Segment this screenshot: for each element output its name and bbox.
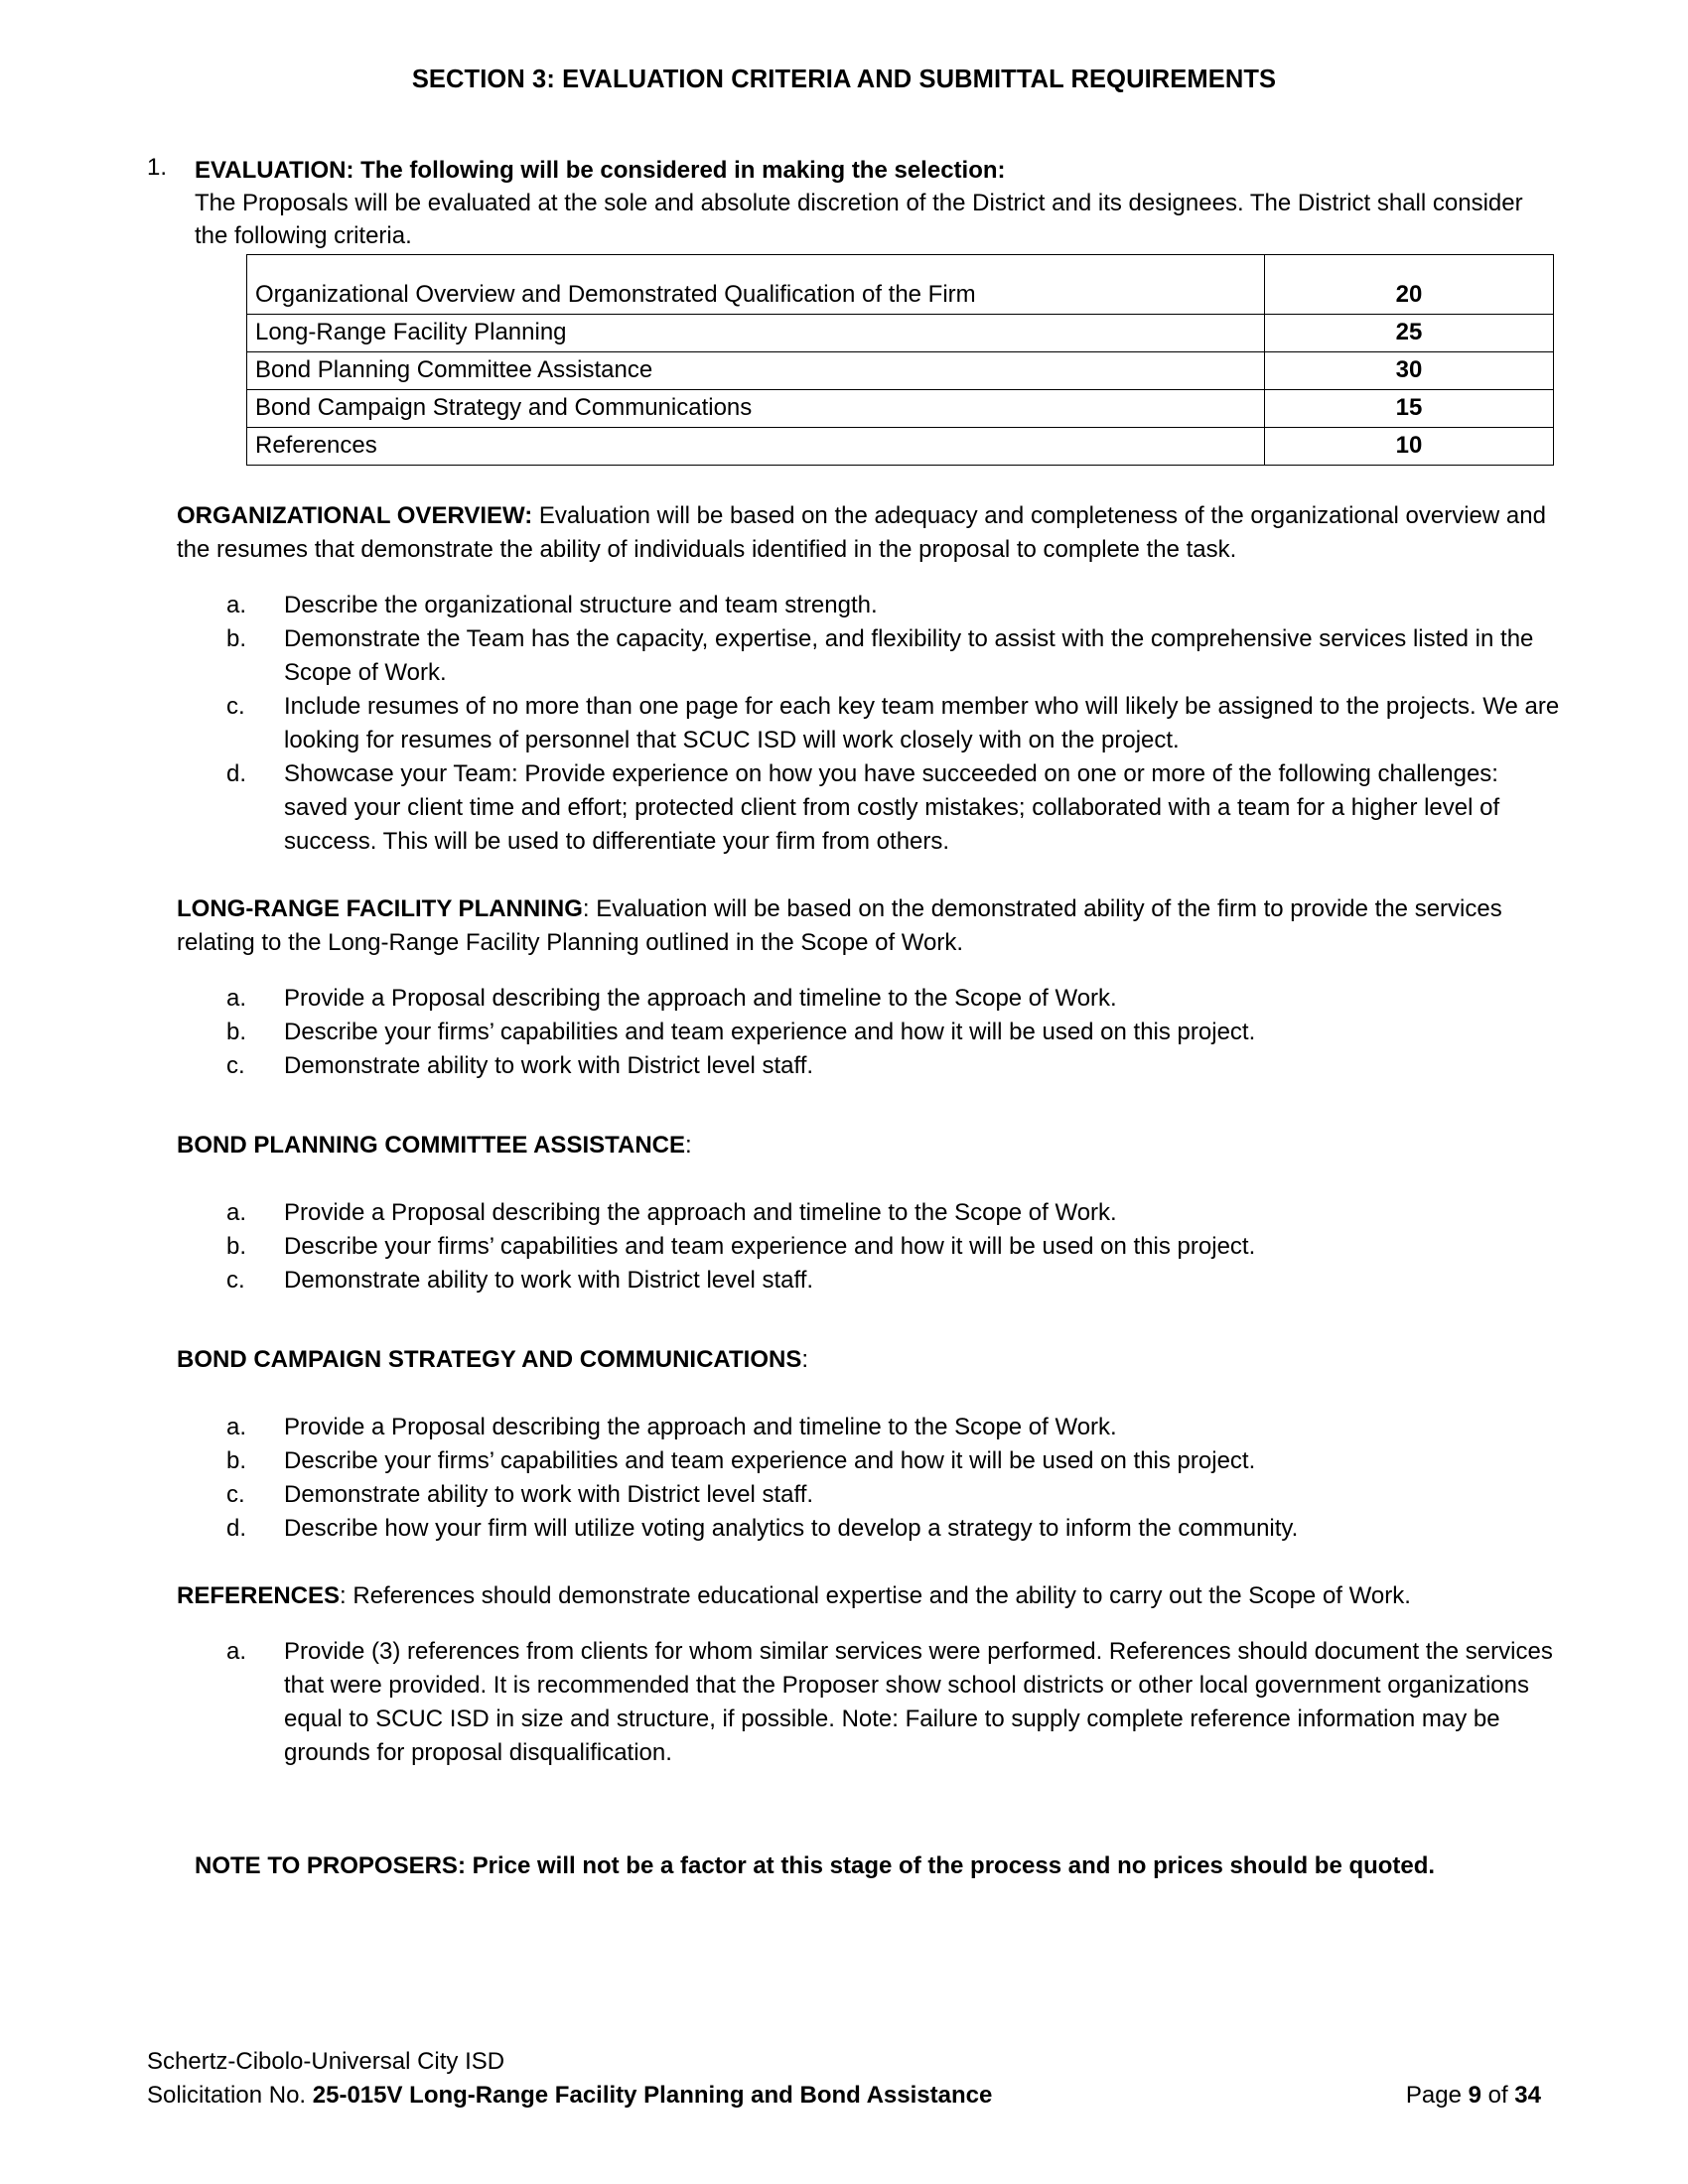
list-text: Demonstrate ability to work with District level staff. [284,1481,814,1508]
criterion-cell: Bond Campaign Strategy and Communications [247,390,1265,428]
list-text: Describe your firms’ capabilities and team experience and how it will be used on this project. [284,1233,1256,1260]
list-marker: c. [226,693,245,720]
references-list [0,1635,1688,1770]
section-paragraph [177,499,1561,567]
footer-page-number [1406,2079,1541,2113]
footer-solicitation-value: 25-015V Long-Range Facility Planning and Bond Assistance [312,2082,993,2109]
section-body: : Evaluation will be based on the demonstrated ability of the firm to provide the services relating to the Long-Range Facility Planning outlined in the Scope of Work. [177,895,1502,956]
section-body: : [801,1346,808,1373]
list-marker: d. [226,760,247,787]
list-item [226,1264,1561,1297]
list-marker: b. [226,1233,247,1260]
points-cell: 30 [1265,352,1554,390]
section-references [0,1579,1688,1613]
section-lead: REFERENCES [177,1582,341,1609]
list-text: Showcase your Team: Provide experience on how you have succeeded on one or more of the following challenges: saved your client time and effort; protected client from costly mistakes; collaborated with a team for a higher level of success. This will be used to differentiate your firm from others. [284,760,1500,855]
list-text: Provide a Proposal describing the approach and timeline to the Scope of Work. [284,1199,1117,1226]
points-cell: 20 [1265,255,1554,315]
list-marker: b. [226,1447,247,1474]
note-to-proposers [0,1849,1688,1883]
section-lead: BOND PLANNING COMMITTEE ASSISTANCE [177,1132,686,1159]
section-bond-planning-committee-assistance [0,1129,1688,1162]
list-item [226,1512,1561,1546]
evaluation-clause [0,154,1688,252]
table-row [247,315,1554,352]
note-text: NOTE TO PROPOSERS: Price will not be a factor at this stage of the process and no prices should be quoted. [195,1852,1436,1879]
list-marker: a. [226,1199,247,1226]
section-paragraph [177,1579,1561,1613]
footer-solicitation-label: Solicitation No. [147,2082,313,2109]
list-item [226,690,1561,757]
list-marker: c. [226,1267,245,1294]
list-item [226,1411,1561,1444]
list-item [226,757,1561,859]
section-organizational-overview [0,499,1688,567]
page-total: 34 [1514,2082,1541,2109]
bond-planning-committee-list [0,1196,1688,1297]
points-cell: 10 [1265,428,1554,466]
clause-number: 1. [147,154,168,181]
long-range-facility-planning-list [0,982,1688,1083]
criterion-cell: Organizational Overview and Demonstrated Qualification of the Firm [247,255,1265,315]
list-item [226,982,1561,1016]
list-item [226,1635,1561,1770]
table-row [247,428,1554,466]
list-item [226,622,1561,690]
section-paragraph [177,1129,1561,1162]
criterion-cell: Long-Range Facility Planning [247,315,1265,352]
criterion-cell: References [247,428,1265,466]
section-bond-campaign-strategy [0,1343,1688,1377]
list-item [226,1196,1561,1230]
list-item [226,1230,1561,1264]
page-title: SECTION 3: EVALUATION CRITERIA AND SUBMITTAL REQUIREMENTS [411,66,1277,93]
list-text: Demonstrate the Team has the capacity, expertise, and flexibility to assist with the comprehensive services listed in the Scope of Work. [284,625,1534,686]
criteria-table-wrapper [0,254,1688,466]
section-long-range-facility-planning [0,892,1688,960]
list-item [226,1444,1561,1478]
list-item [226,1016,1561,1049]
points-cell: 15 [1265,390,1554,428]
list-text: Provide a Proposal describing the approach and timeline to the Scope of Work. [284,985,1117,1012]
section-paragraph [177,1343,1561,1377]
clause-body: The Proposals will be evaluated at the sole and absolute discretion of the District and its designees. The District shall consider the following criteria. [195,190,1523,249]
list-text: Describe your firms’ capabilities and team experience and how it will be used on this project. [284,1447,1256,1474]
page-prefix: Page [1405,2082,1469,2109]
table-row [247,352,1554,390]
list-marker: a. [226,985,247,1012]
list-text: Demonstrate ability to work with District level staff. [284,1267,814,1294]
list-marker: b. [226,625,247,652]
page-current: 9 [1468,2082,1481,2109]
table-row [247,390,1554,428]
table-row [247,255,1554,315]
list-text: Demonstrate ability to work with District level staff. [284,1052,814,1079]
page-footer [0,2045,1688,2113]
list-item [226,1478,1561,1512]
list-text: Describe the organizational structure and team strength. [284,592,878,618]
list-marker: a. [226,1638,247,1665]
list-marker: d. [226,1515,247,1542]
list-marker: a. [226,1414,247,1440]
list-marker: a. [226,592,247,618]
organizational-overview-list [0,589,1688,859]
list-marker: c. [226,1481,245,1508]
section-lead: LONG-RANGE FACILITY PLANNING [177,895,583,922]
clause-heading: EVALUATION: The following will be considered in making the selection: [195,157,1006,184]
list-item [226,1049,1561,1083]
criterion-cell: Bond Planning Committee Assistance [247,352,1265,390]
section-lead: BOND CAMPAIGN STRATEGY AND COMMUNICATIONS [177,1346,802,1373]
section-body: : References should demonstrate educational expertise and the ability to carry out the Scope of Work. [340,1582,1411,1609]
list-text: Provide (3) references from clients for whom similar services were performed. References should document the services that were provided. It is recommended that the Proposer show school districts or other local government organizations equal to SCUC ISD in size and structure, if possible. Note: Failure to supply complete reference information may be grounds for proposal disqualification. [284,1638,1553,1766]
footer-district: Schertz-Cibolo-Universal City ISD [147,2048,505,2075]
footer-solicitation [147,2079,1541,2113]
points-cell: 25 [1265,315,1554,352]
section-paragraph [177,892,1561,960]
list-marker: b. [226,1019,247,1045]
list-text: Describe your firms’ capabilities and team experience and how it will be used on this project. [284,1019,1256,1045]
list-item [226,589,1561,622]
section-lead: ORGANIZATIONAL OVERVIEW: [177,502,533,529]
list-text: Include resumes of no more than one page for each key team member who will likely be assigned to the projects. We are looking for resumes of personnel that SCUC ISD will work closely with on the project. [284,693,1560,753]
list-text: Provide a Proposal describing the approach and timeline to the Scope of Work. [284,1414,1117,1440]
list-marker: c. [226,1052,245,1079]
bond-campaign-strategy-list [0,1411,1688,1546]
section-body: : [685,1132,692,1159]
page-middle: of [1480,2082,1515,2109]
list-text: Describe how your firm will utilize voting analytics to develop a strategy to inform the community. [284,1515,1299,1542]
section-body: Evaluation will be based on the adequacy and completeness of the organizational overview and the resumes that demonstrate the ability of individuals identified in the proposal to complete the task. [177,502,1546,563]
evaluation-criteria-table [246,254,1554,466]
